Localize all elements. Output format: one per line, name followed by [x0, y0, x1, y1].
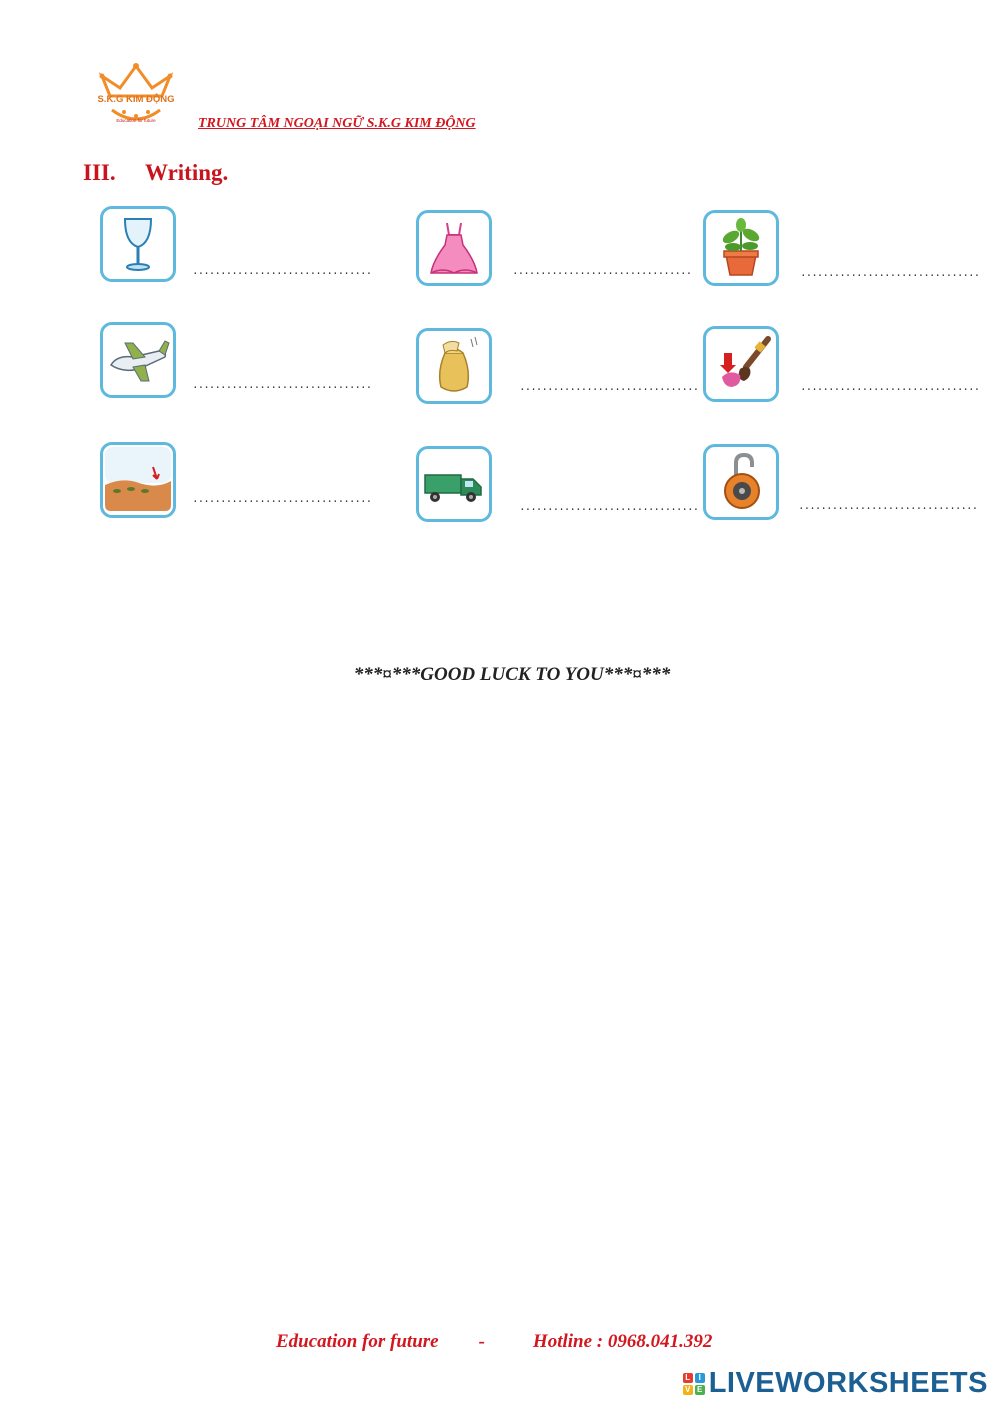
answer-blank[interactable]: ................................	[800, 268, 980, 280]
section-title	[83, 160, 228, 186]
truck-icon	[416, 446, 492, 522]
center-name: TRUNG TÂM NGOẠI NGỮ S.K.G KIM ĐỘNG	[198, 116, 476, 131]
answer-blank[interactable]: ................................	[192, 380, 372, 392]
airplane-icon	[100, 322, 176, 398]
sack-icon	[416, 328, 492, 404]
liveworksheets-watermark	[683, 1367, 988, 1400]
footer-separator: -	[478, 1331, 485, 1352]
section-number: III.	[83, 160, 116, 185]
footer-hotline: Hotline : 0968.041.392	[532, 1331, 713, 1352]
closing-message: ***¤***GOOD LUCK TO YOU***¤***	[353, 664, 671, 685]
answer-blank[interactable]: ................................	[192, 494, 372, 506]
answer-blank[interactable]: ................................	[512, 266, 692, 278]
glass-icon	[100, 206, 176, 282]
footer-slogan: Education for future	[276, 1331, 439, 1352]
field-sowing-icon	[100, 442, 176, 518]
padlock-icon	[703, 444, 779, 520]
answer-blank[interactable]: ................................	[798, 501, 978, 513]
liveworksheets-text: LIVEWORKSHEETS	[708, 1367, 988, 1399]
footer	[276, 1331, 712, 1353]
section-heading: Writing.	[145, 160, 229, 185]
liveworksheets-logo-icon: L I V E	[683, 1373, 705, 1395]
answer-blank[interactable]: ................................	[519, 502, 699, 514]
logo-tagline: Education for future	[116, 118, 156, 123]
logo-text: S.K.G KIM ĐỘNG	[97, 94, 175, 105]
answer-blank[interactable]: ................................	[800, 382, 980, 394]
brush-paint-icon	[703, 326, 779, 402]
dress-icon	[416, 210, 492, 286]
answer-blank[interactable]: ................................	[519, 382, 699, 394]
plant-pot-icon	[703, 210, 779, 286]
answer-blank[interactable]: ................................	[192, 266, 372, 278]
